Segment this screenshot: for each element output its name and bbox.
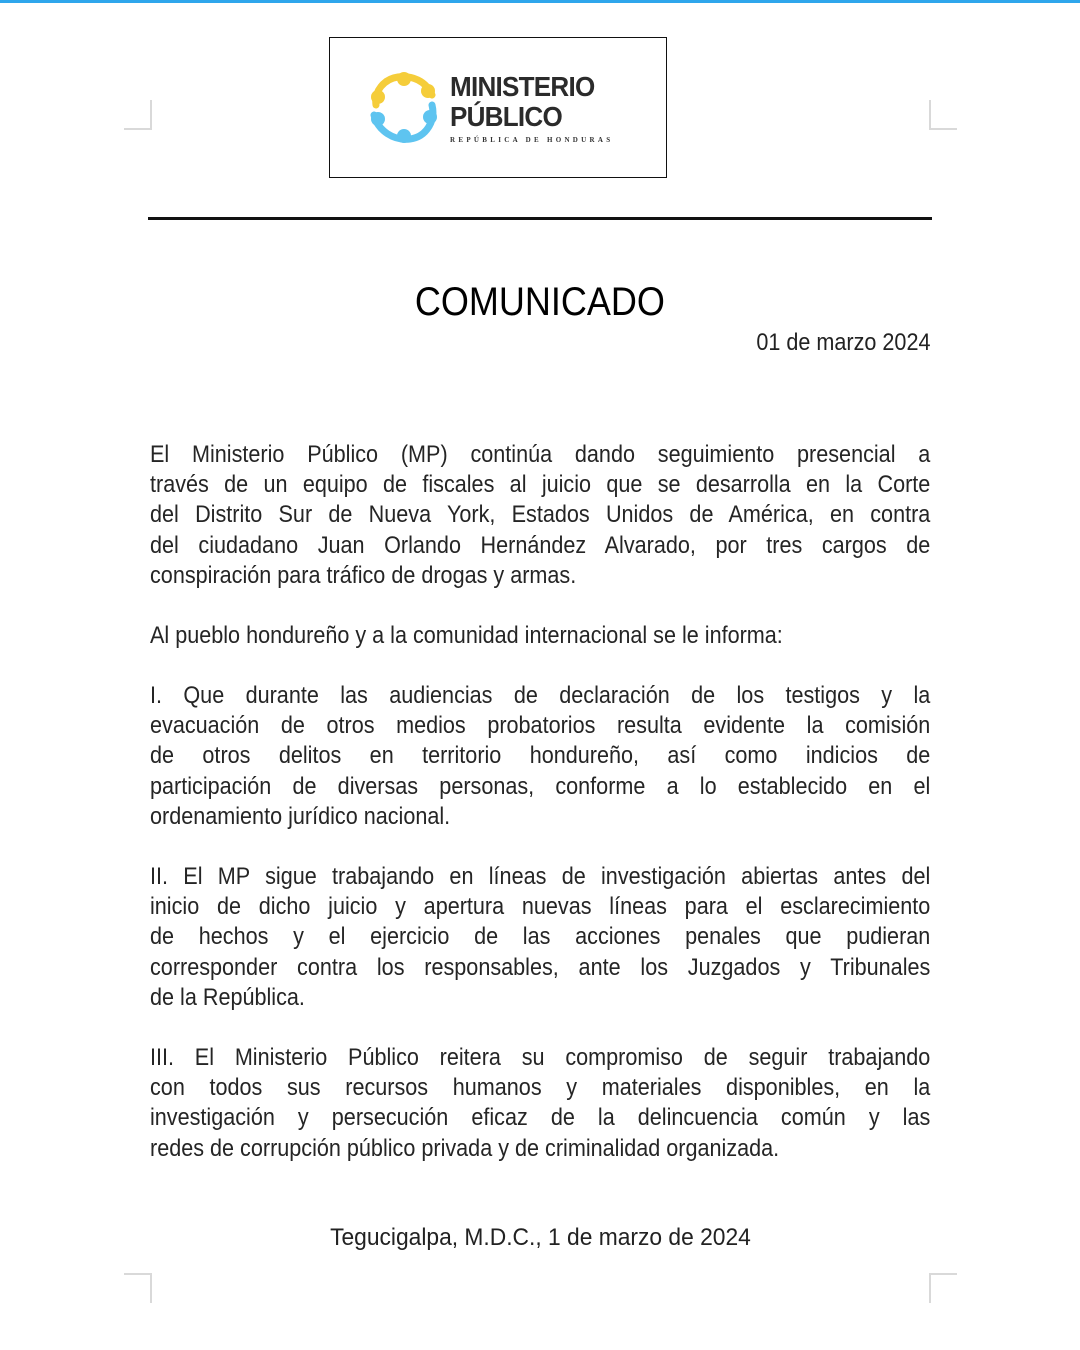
paragraph-intro xyxy=(150,440,930,591)
paragraph-line: corresponder contra los responsables, ante los Juzgados y Tribunales xyxy=(150,953,931,981)
logo-line-2: PÚBLICO xyxy=(450,101,562,132)
crop-mark-top-left xyxy=(124,100,152,130)
paragraph-line: de hechos y el ejercicio de las acciones penales que pudieran xyxy=(150,923,931,951)
logo-box xyxy=(329,37,667,178)
paragraph-line: participación de diversas personas, conforme a lo establecido en el xyxy=(150,772,931,800)
paragraph-line: de la República. xyxy=(150,983,305,1011)
paragraph-line: través de un equipo de fiscales al juicio que se desarrolla en la Corte xyxy=(150,471,931,499)
paragraph-line: investigación y persecución eficaz de la delincuencia común y las xyxy=(150,1104,931,1132)
logo-line-1: MINISTERIO xyxy=(450,71,595,102)
header-rule xyxy=(148,217,932,220)
paragraph-line: conspiración para tráfico de drogas y armas. xyxy=(150,561,577,589)
paragraph-line: III. El Ministerio Público reitera su compromiso de seguir trabajando xyxy=(150,1044,931,1071)
ministerio-publico-emblem-icon xyxy=(368,71,440,145)
paragraph-line: ordenamiento jurídico nacional. xyxy=(150,802,451,830)
paragraph-line: El Ministerio Público (MP) continúa dando seguimiento presencial a xyxy=(150,441,931,468)
logo-wordmark xyxy=(450,72,613,144)
document-date xyxy=(737,327,930,359)
paragraph-line: II. El MP sigue trabajando en líneas de investigación abiertas antes del xyxy=(150,863,931,890)
paragraph-line: redes de corrupción público privada y de criminalidad organizada. xyxy=(150,1134,780,1162)
crop-mark-bottom-left xyxy=(124,1273,152,1303)
paragraph-point-iii xyxy=(150,1043,930,1164)
paragraph-line: inicio de dicho juicio y apertura nuevas líneas para el esclarecimiento xyxy=(150,893,931,921)
paragraph-line: I. Que durante las audiencias de declaración de los testigos y la xyxy=(150,682,931,709)
paragraph-line: evacuación de otros medios probatorios resulta evidente la comisión xyxy=(150,712,931,740)
signature-line-text: Tegucigalpa, M.D.C., 1 de marzo de 2024 xyxy=(329,1224,751,1251)
document-title-text: COMUNICADO xyxy=(414,280,666,324)
paragraph-line: Al pueblo hondureño y a la comunidad internacional se le informa: xyxy=(150,622,783,649)
paragraph-line: de otros delitos en territorio hondureño, así como indicios de xyxy=(150,742,931,770)
paragraph-point-i xyxy=(150,681,930,832)
document-title xyxy=(0,278,1080,326)
crop-mark-top-right xyxy=(929,100,957,130)
paragraph-address xyxy=(150,621,930,651)
paragraph-line: del ciudadano Juan Orlando Hernández Alvarado, por tres cargos de xyxy=(150,531,931,559)
paragraph-point-ii xyxy=(150,862,930,1013)
top-accent-bar xyxy=(0,0,1080,3)
logo-subtitle: REPÚBLICA DE HONDURAS xyxy=(450,136,614,144)
crop-mark-bottom-right xyxy=(929,1273,957,1303)
paragraph-line: del Distrito Sur de Nueva York, Estados Unidos de América, en contra xyxy=(150,501,931,529)
signature-line xyxy=(0,1222,1080,1254)
document-date-text: 01 de marzo 2024 xyxy=(755,329,930,356)
paragraph-line: con todos sus recursos humanos y materiales disponibles, en la xyxy=(150,1074,931,1102)
